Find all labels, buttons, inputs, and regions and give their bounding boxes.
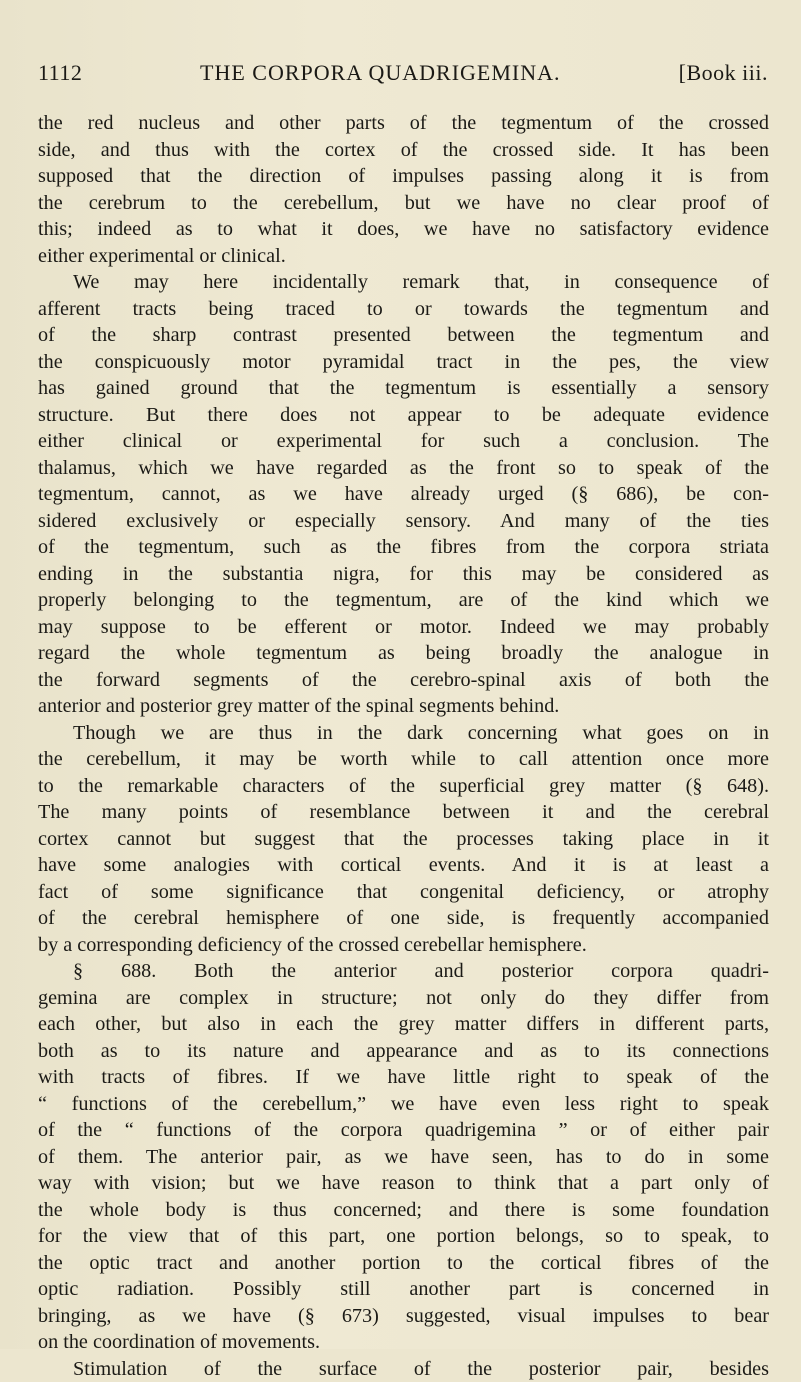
text-line: for the view that of this part, one portion belongs, so to speak, to (38, 1223, 769, 1250)
text-line: Stimulation of the surface of the posterior pair, besides (38, 1356, 769, 1382)
text-line: fact of some significance that congenital deficiency, or atrophy (38, 879, 769, 906)
text-line: regard the whole tegmentum as being broadly the analogue in (38, 640, 769, 667)
text-line: with tracts of fibres. If we have little right to speak of the (38, 1064, 769, 1091)
text-line: this; indeed as to what it does, we have no satisfactory evidence (38, 216, 769, 243)
text-line: the red nucleus and other parts of the tegmentum of the crossed (38, 110, 769, 137)
book-label: [Book iii. (679, 60, 768, 86)
text-line: the conspicuously motor pyramidal tract in the pes, the view (38, 349, 769, 376)
text-line: on the coordination of movements. (38, 1329, 769, 1356)
text-line: tegmentum, cannot, as we have already urged (§ 686), be con- (38, 481, 769, 508)
text-line: way with vision; but we have reason to think that a part only of (38, 1170, 769, 1197)
running-title: THE CORPORA QUADRIGEMINA. (200, 60, 561, 86)
text-line: of them. The anterior pair, as we have seen, has to do in some (38, 1144, 769, 1171)
text-line: optic radiation. Possibly still another part is concerned in (38, 1276, 769, 1303)
text-line: supposed that the direction of impulses passing along it is from (38, 163, 769, 190)
text-line: properly belonging to the tegmentum, are of the kind which we (38, 587, 769, 614)
text-line: the whole body is thus concerned; and there is some foundation (38, 1197, 769, 1224)
text-line: by a corresponding deficiency of the crossed cerebellar hemisphere. (38, 932, 769, 959)
text-line: of the sharp contrast presented between the tegmentum and (38, 322, 769, 349)
text-line: to the remarkable characters of the superficial grey matter (§ 648). (38, 773, 769, 800)
text-line: sidered exclusively or especially sensory. And many of the ties (38, 508, 769, 535)
text-line: side, and thus with the cortex of the crossed side. It has been (38, 137, 769, 164)
text-line: anterior and posterior grey matter of the spinal segments behind. (38, 693, 769, 720)
text-line: both as to its nature and appearance and as to its connections (38, 1038, 769, 1065)
text-line: either experimental or clinical. (38, 243, 769, 270)
text-line: has gained ground that the tegmentum is essentially a sensory (38, 375, 769, 402)
text-line: structure. But there does not appear to be adequate evidence (38, 402, 769, 429)
text-line: We may here incidentally remark that, in consequence of (38, 269, 769, 296)
text-line: may suppose to be efferent or motor. Indeed we may probably (38, 614, 769, 641)
text-line: the cerebrum to the cerebellum, but we have no clear proof of (38, 190, 769, 217)
text-line: gemina are complex in structure; not only do they differ from (38, 985, 769, 1012)
page-number: 1112 (38, 60, 82, 86)
text-line: of the cerebral hemisphere of one side, is frequently accompanied (38, 905, 769, 932)
text-line: each other, but also in each the grey matter differs in different parts, (38, 1011, 769, 1038)
text-line: have some analogies with cortical events. And it is at least a (38, 852, 769, 879)
text-line: either clinical or experimental for such a conclusion. The (38, 428, 769, 455)
text-line: the forward segments of the cerebro-spinal axis of both the (38, 667, 769, 694)
text-line: of the tegmentum, such as the fibres from the corpora striata (38, 534, 769, 561)
text-line: afferent tracts being traced to or towards the tegmentum and (38, 296, 769, 323)
text-line: Though we are thus in the dark concerning what goes on in (38, 720, 769, 747)
running-header (38, 60, 768, 90)
body-text (38, 110, 769, 1382)
text-line: “ functions of the cerebellum,” we have even less right to speak (38, 1091, 769, 1118)
text-line: bringing, as we have (§ 673) suggested, visual impulses to bear (38, 1303, 769, 1330)
text-line: thalamus, which we have regarded as the front so to speak of the (38, 455, 769, 482)
text-line: of the “ functions of the corpora quadrigemina ” or of either pair (38, 1117, 769, 1144)
text-line: cortex cannot but suggest that the processes taking place in it (38, 826, 769, 853)
text-line: ending in the substantia nigra, for this may be considered as (38, 561, 769, 588)
text-line: the optic tract and another portion to the cortical fibres of the (38, 1250, 769, 1277)
section-heading-line: § 688. Both the anterior and posterior corpora quadri- (38, 958, 769, 985)
text-line: The many points of resemblance between it and the cerebral (38, 799, 769, 826)
text-line: the cerebellum, it may be worth while to call attention once more (38, 746, 769, 773)
